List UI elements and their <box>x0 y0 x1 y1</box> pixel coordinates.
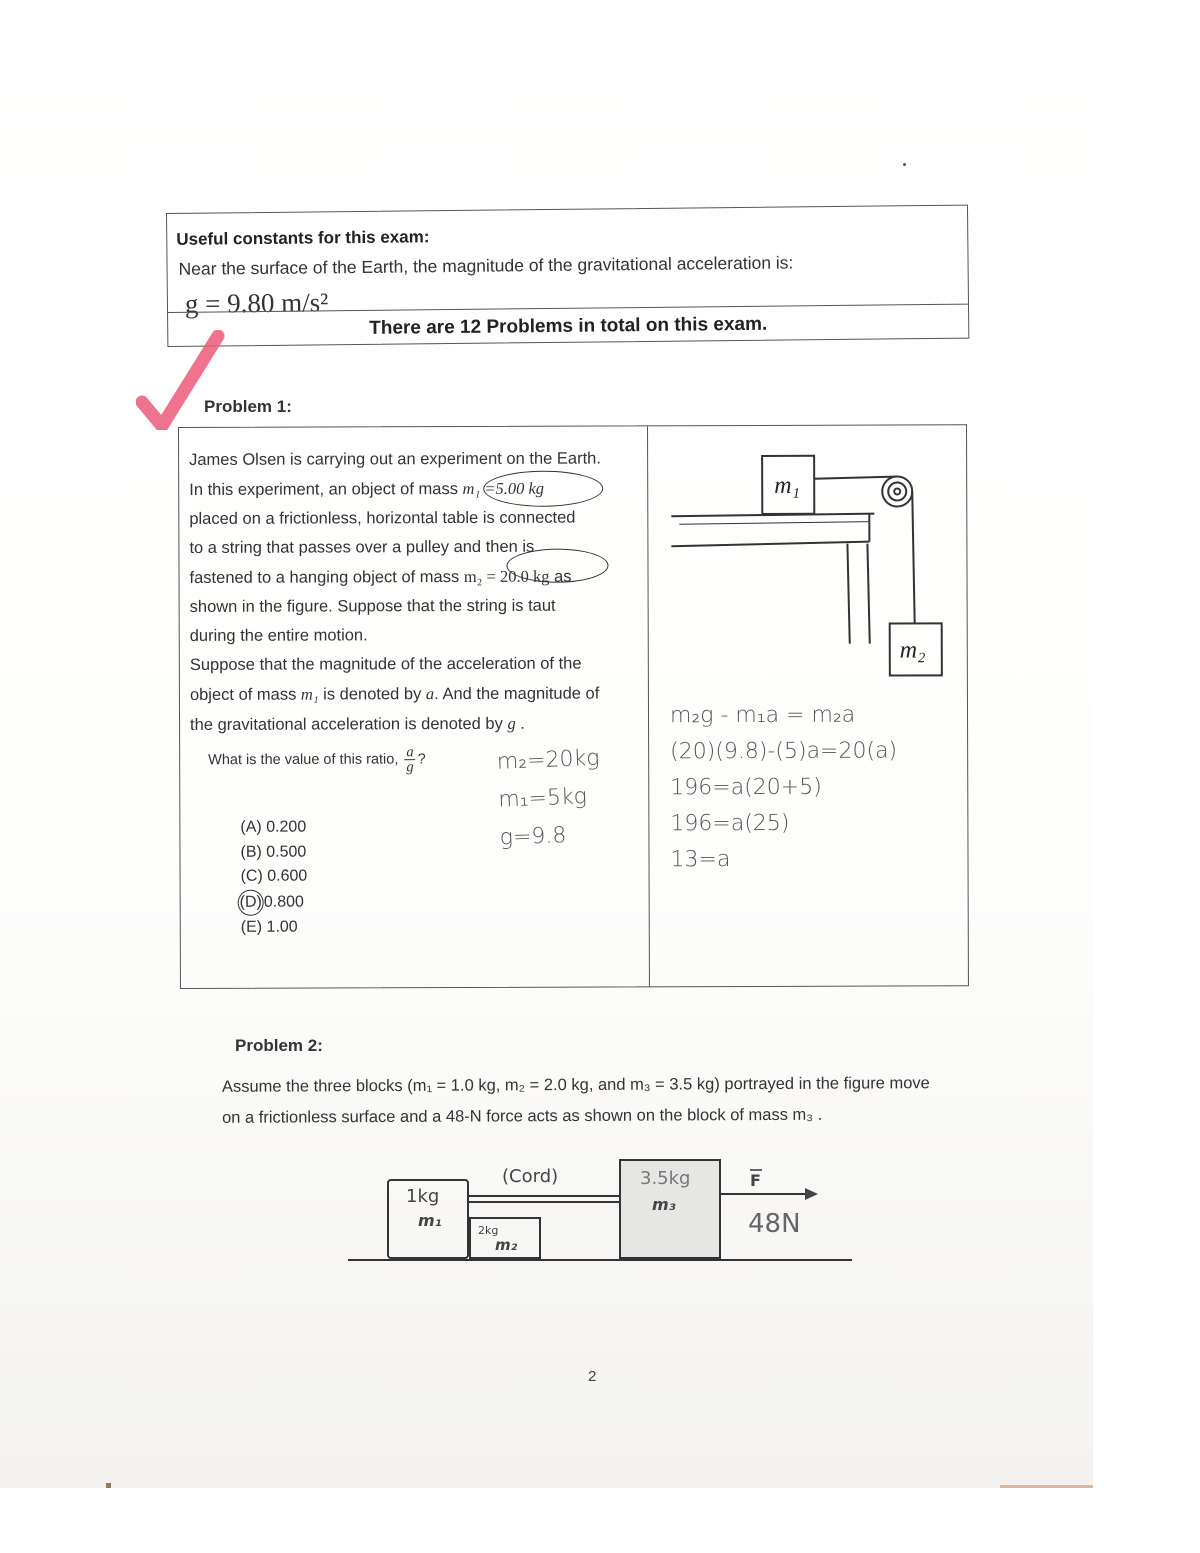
handwritten-givens: m₂=20kg m₁=5kg g=9.8 <box>496 745 600 851</box>
svg-text:m₁: m₁ <box>774 472 800 499</box>
answer-choices <box>240 816 307 941</box>
problem1-box <box>178 424 969 989</box>
choice-d-selected[interactable]: (D) 0.800 <box>241 889 308 916</box>
svg-text:m₂: m₂ <box>495 1236 518 1254</box>
problem1-column-divider <box>647 426 650 986</box>
svg-text:(Cord): (Cord) <box>502 1166 559 1187</box>
ratio-question: What is the value of this ratio, $\frac{a}{g}$ ? <box>208 744 426 776</box>
choice-a[interactable]: (A) 0.200 <box>240 818 307 836</box>
constants-box <box>166 205 969 347</box>
handwritten-circle-m2 <box>506 548 608 582</box>
problem2-text: Assume the three blocks (m₁ = 1.0 kg, m₂ = 2.0 kg, and m₃ = 3.5 kg) portrayed in the figure move on a frictionless surface and a 48-N force acts as shown on the block of mass m₃ . <box>221 1074 930 1127</box>
choice-e[interactable]: (E) 1.00 <box>240 918 298 936</box>
svg-text:48N: 48N <box>748 1209 801 1239</box>
m1-value: m₁ =5.00 kg <box>462 478 545 499</box>
choice-c[interactable]: (C) 0.600 <box>240 867 308 885</box>
svg-text:3.5kg: 3.5kg <box>640 1168 691 1189</box>
scan-speck <box>106 1483 111 1488</box>
svg-text:m₃: m₃ <box>652 1195 676 1214</box>
svg-text:2kg: 2kg <box>478 1224 499 1237</box>
constants-heading: Useful constants for this exam: <box>176 227 430 249</box>
svg-text:m₁: m₁ <box>418 1211 442 1230</box>
constants-description: Near the surface of the Earth, the magnitude of the gravitational acceleration is: <box>178 252 794 279</box>
svg-text:m₂: m₂ <box>899 637 926 664</box>
svg-text:F: F <box>750 1171 761 1190</box>
svg-text:1kg: 1kg <box>406 1186 440 1207</box>
problem1-title: Problem 1: <box>204 397 292 416</box>
scan-dot <box>903 163 906 166</box>
three-blocks-figure <box>340 1150 860 1270</box>
page-number: 2 <box>588 1368 597 1385</box>
pulley-figure <box>659 445 960 686</box>
total-problems-note: There are 12 Problems in total on this exam. <box>369 313 768 339</box>
m2-value: m₂ = 20.0 kg <box>463 566 550 587</box>
selected-answer-circle: (D) <box>238 889 264 916</box>
ratio-fraction: $\frac{a}{g}$ <box>406 744 414 776</box>
gravity-formula: g = 9.80 m/s² <box>184 287 329 319</box>
paper-edge <box>1000 1485 1093 1488</box>
choice-b[interactable]: (B) 0.500 <box>240 843 307 861</box>
problem2-title: Problem 2: <box>235 1036 323 1055</box>
problem1-text: James Olsen is carrying out an experiment on the Earth. In this experiment, an object of mass m₁ =5.00 kg placed on a frictionless, horizontal table is connected to a string that passes over a pulley and then is fastened to a hanging object of mass m₂ = 20.0 kg as shown in the figure. Suppose that the string is taut during the entire motion. Suppose that the magnitude of the acceleration of the object of mass m₁ is denoted by a. And the magnitude of the gravitational acceleration is denoted by g . <box>189 449 601 734</box>
handwritten-work: m₂g - m₁a = m₂a (20)(9.8)-(5)a=20(a) 196=a(20+5) 196=a(25) 13=a <box>669 702 898 873</box>
